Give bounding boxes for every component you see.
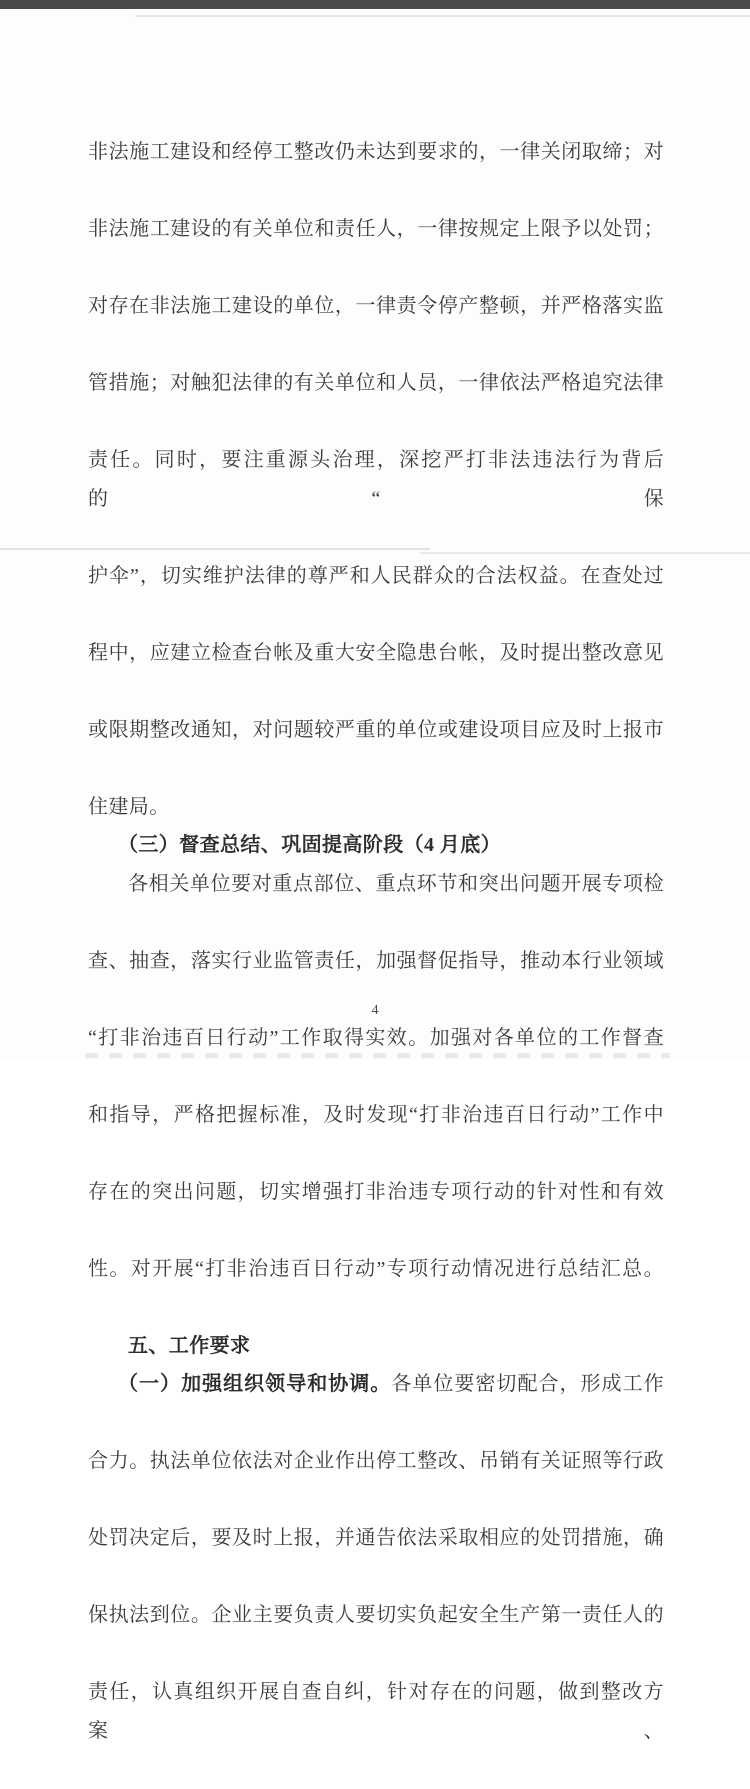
- scan-edge-artifact: [0, 0, 750, 9]
- body-line: 存在的突出问题，切实增强打非治违专项行动的针对性和有效: [88, 1180, 664, 1203]
- document-body: [88, 133, 664, 1789]
- body-line: 查、抽查，落实行业监管责任，加强督促指导，推动本行业领域: [88, 949, 664, 972]
- body-line: 责任，认真组织开展自查自纠，针对存在的问题，做到整改方案、: [88, 1681, 664, 1742]
- bold-lead-text: （一）加强组织领导和协调。: [118, 1373, 392, 1395]
- section-heading-stage-3: （三）督查总结、巩固提高阶段（4 月底）: [118, 834, 501, 856]
- body-line: 和指导，严格把握标准，及时发现“打非治违百日行动”工作中: [88, 1103, 664, 1126]
- body-line: 住建局。: [88, 795, 170, 818]
- body-line: 性。对开展“打非治违百日行动”专项行动情况进行总结汇总。: [88, 1257, 664, 1280]
- body-line-text: 各单位要密切配合，形成工作: [391, 1373, 664, 1395]
- next-line-remnant-artifact: [85, 1053, 670, 1058]
- body-line: 非法施工建设和经停工整改仍未达到要求的，一律关闭取缔；对: [88, 141, 664, 163]
- body-line: 程中，应建立检查台帐及重大安全隐患台帐，及时提出整改意见: [88, 641, 664, 664]
- body-line: “打非治违百日行动”工作取得实效。加强对各单位的工作督查: [88, 1026, 664, 1049]
- body-line: 非法施工建设的有关单位和责任人，一律按规定上限予以处罚；: [88, 218, 664, 240]
- scan-line-artifact: [135, 15, 750, 17]
- body-line: 责任。同时，要注重源头治理，深挖严打非法违法行为背后的“保: [88, 449, 664, 510]
- body-line: 各相关单位要对重点部位、重点环节和突出问题开展专项检: [128, 872, 664, 895]
- body-line: 对存在非法施工建设的单位，一律责令停产整顿，并严格落实监: [88, 295, 664, 317]
- body-line: 护伞”，切实维护法律的尊严和人民群众的合法权益。在查处过: [88, 564, 664, 587]
- section-heading-work-requirements: 五、工作要求: [128, 1334, 251, 1357]
- body-line: 或限期整改通知，对问题较严重的单位或建设项目应及时上报市: [88, 718, 664, 741]
- page-number: 4: [371, 1003, 379, 1018]
- body-line: 保执法到位。企业主要负责人要切实负起安全生产第一责任人的: [88, 1604, 664, 1626]
- body-line: [88, 1365, 664, 1442]
- body-line: 管措施；对触犯法律的有关单位和人员，一律依法严格追究法律: [88, 372, 664, 394]
- body-line: 处罚决定后，要及时上报，并通告依法采取相应的处罚措施，确: [88, 1527, 664, 1549]
- body-line: 合力。执法单位依法对企业作出停工整改、吊销有关证照等行政: [88, 1450, 664, 1472]
